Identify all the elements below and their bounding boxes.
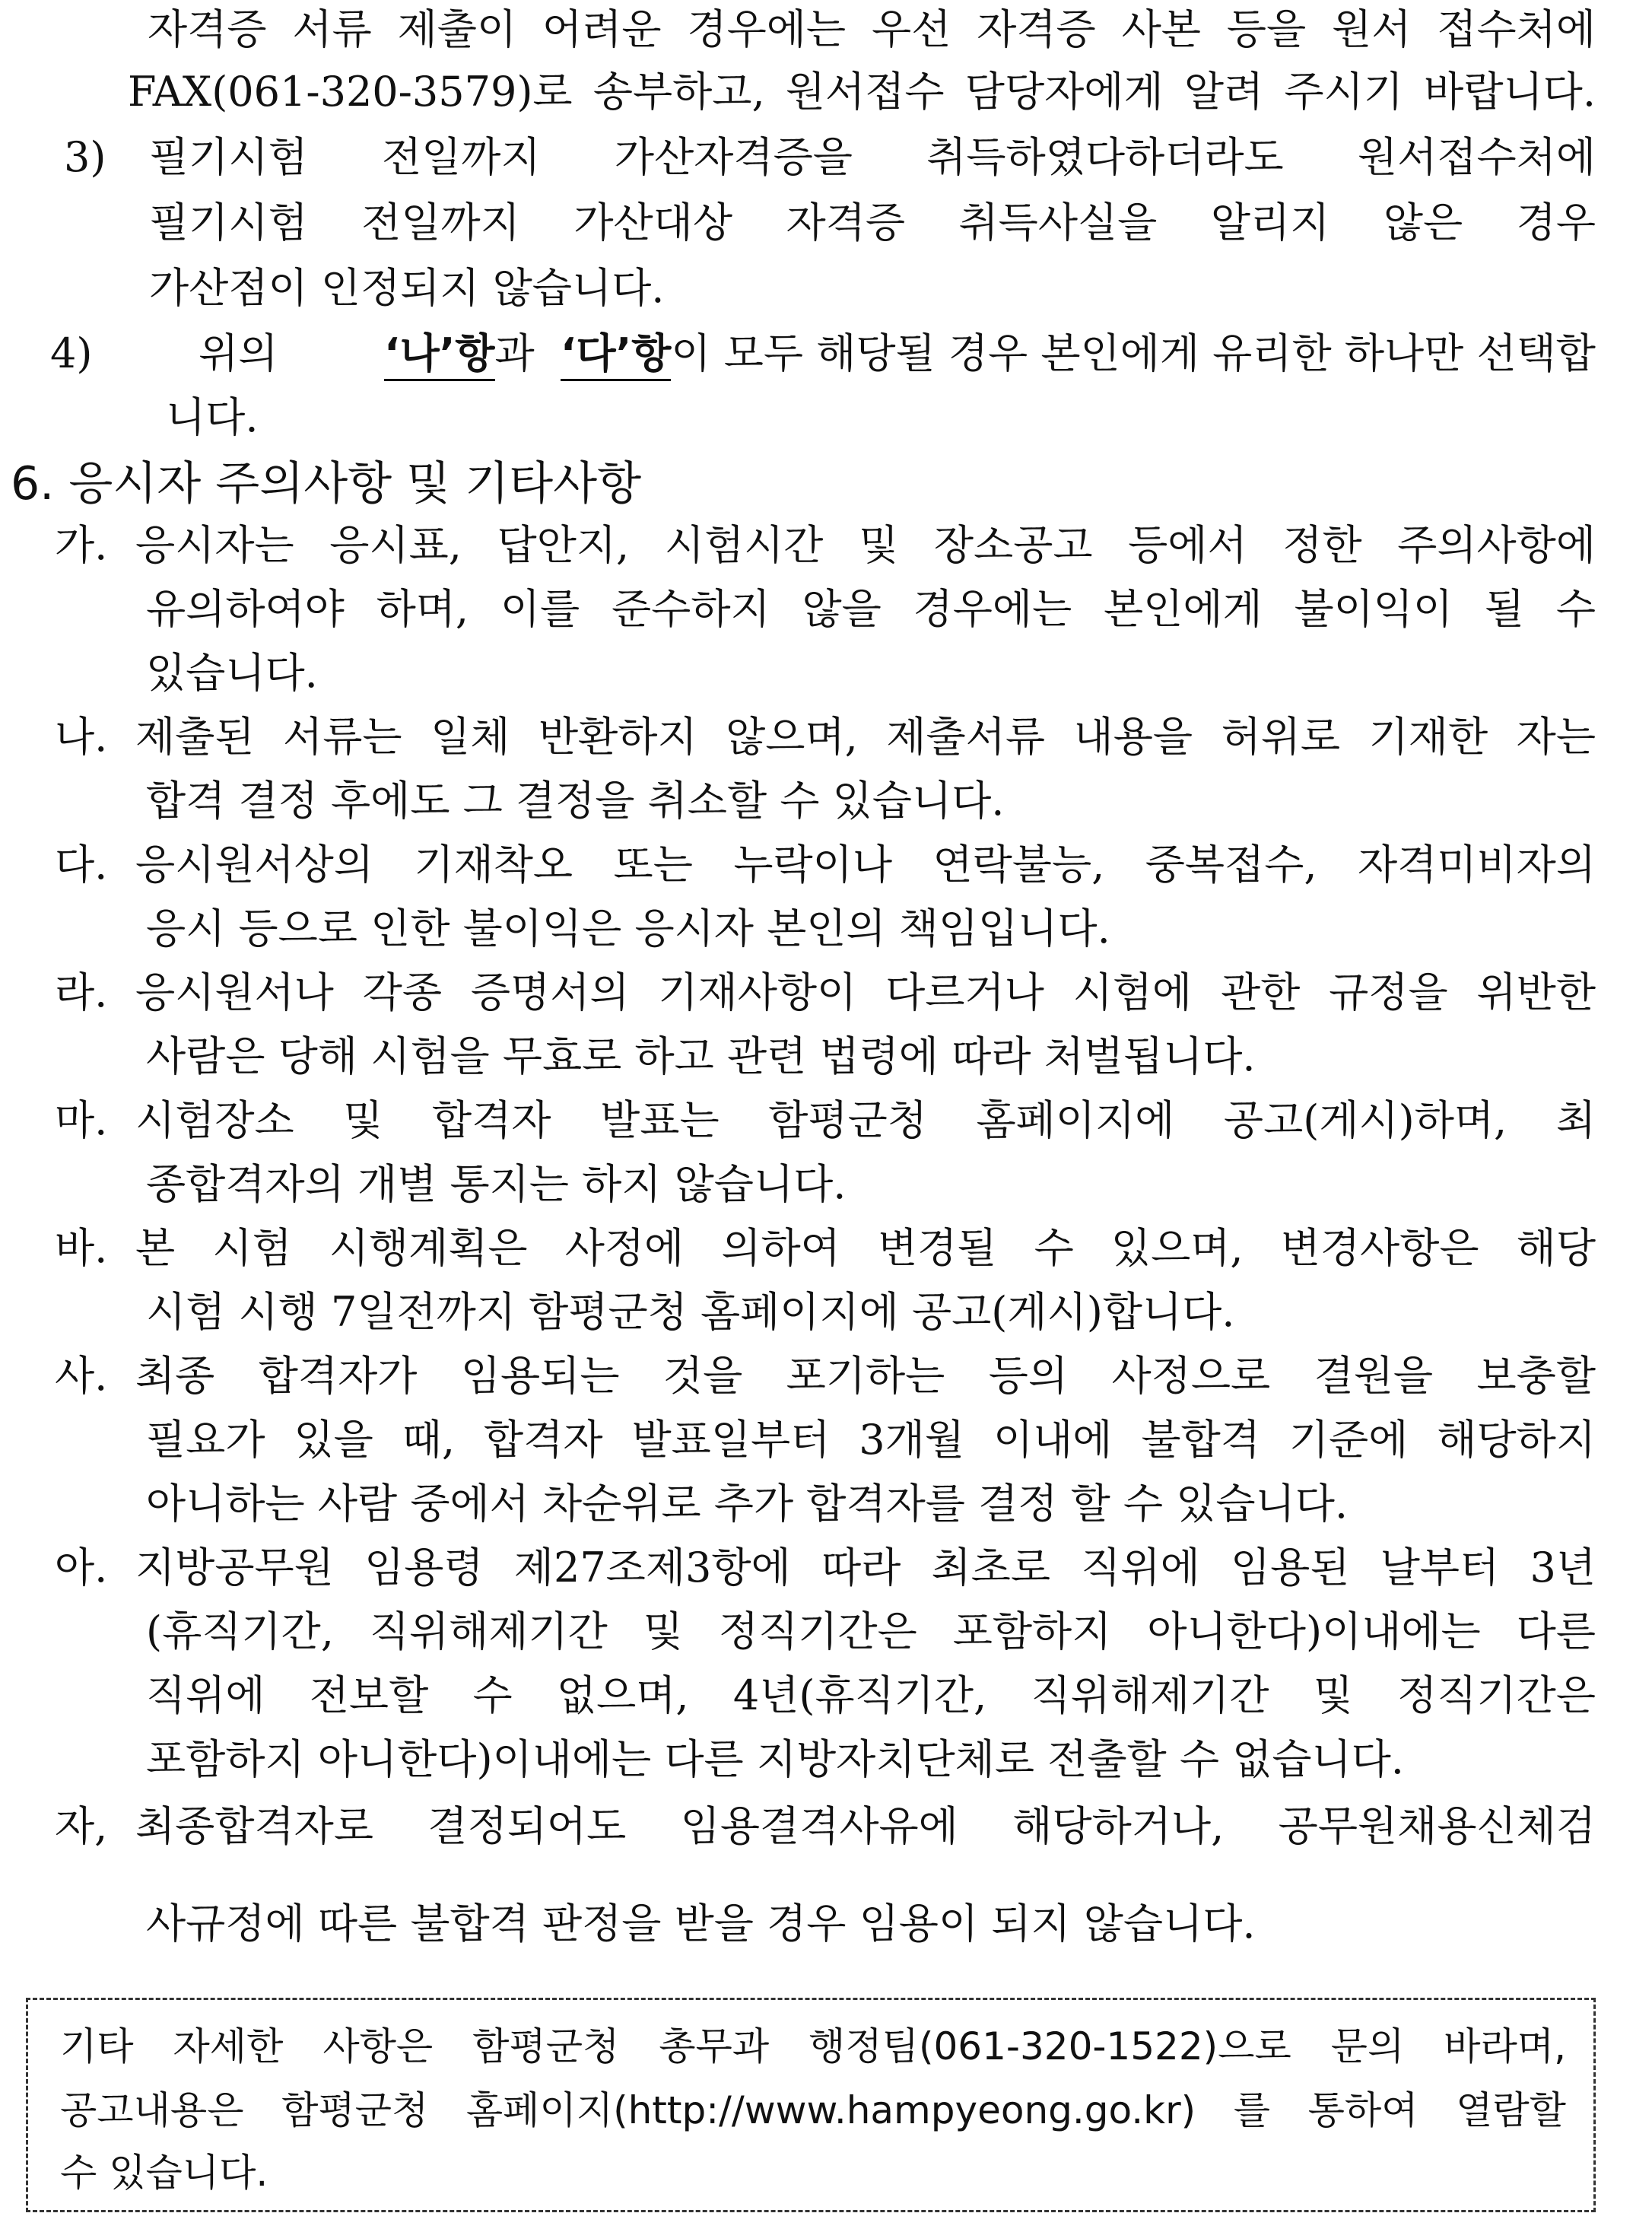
item-line: 아니하는 사람 중에서 차순위로 추가 합격자를 결정 할 수 있습니다. — [146, 1480, 1349, 1528]
item-3-line-2: 필기시험 전일까지 가산대상 자격증 취득사실을 알리지 않은 경우 — [149, 199, 1596, 246]
item-line: (휴직기간, 직위해제기간 및 정직기간은 포함하지 아니한다)이내에는 다른 — [146, 1607, 1596, 1655]
notice-box — [26, 1998, 1596, 2212]
item-line: 시험 시행 7일전까지 함평군청 홈페이지에 공고(게시)합니다. — [146, 1288, 1235, 1336]
item-4-ref-da: ‘다’항 — [561, 329, 671, 381]
item-4-ref-na: ‘나’항 — [384, 329, 494, 381]
item-4-post: 이 모두 해당될 경우 본인에게 유리한 하나만 선택합 — [671, 329, 1596, 377]
item-label: 라. — [55, 968, 108, 1016]
item-line: 사규정에 따른 불합격 판정을 받을 경우 임용이 되지 않습니다. — [146, 1900, 1256, 1948]
item-4-pre: 위의 — [199, 329, 278, 377]
item-line: 합격 결정 후에도 그 결정을 취소할 수 있습니다. — [146, 777, 1005, 825]
item-line: 응시원서상의 기재착오 또는 누락이나 연락불능, 중복접수, 자격미비자의 — [135, 841, 1596, 889]
intro-line-2: FAX(061-320-3579)로 송부하고, 원서접수 담당자에게 알려 주시기 바랍니다. — [128, 68, 1596, 116]
item-line: 유의하여야 하며, 이를 준수하지 않을 경우에는 본인에게 불이익이 될 수 — [146, 585, 1596, 633]
item-line: 최종합격자로 결정되어도 임용결격사유에 해당하거나, 공무원채용신체검 — [135, 1802, 1596, 1850]
item-3-number: 3) — [64, 133, 106, 181]
item-label: 자, — [55, 1802, 108, 1850]
item-3-line-3: 가산점이 인정되지 않습니다. — [149, 264, 665, 312]
item-label: 바. — [55, 1224, 108, 1272]
item-line: 응시 등으로 인한 불이익은 응시자 본인의 책임입니다. — [146, 905, 1110, 952]
item-line: 응시원서나 각종 증명서의 기재사항이 다르거나 시험에 관한 규정을 위반한 — [135, 968, 1596, 1016]
item-4-line-1 — [50, 329, 1596, 377]
item-line: 있습니다. — [146, 649, 318, 697]
intro-line-1: 자격증 서류 제출이 어려운 경우에는 우선 자격증 사본 등을 원서 접수처에 — [148, 5, 1596, 53]
item-line: 필요가 있을 때, 합격자 발표일부터 3개월 이내에 불합격 기준에 해당하지 — [146, 1416, 1596, 1464]
item-line: 최종 합격자가 임용되는 것을 포기하는 등의 사정으로 결원을 보충할 — [135, 1352, 1596, 1400]
section-6-title: 6. 응시자 주의사항 및 기타사항 — [11, 457, 642, 510]
item-label: 사. — [55, 1352, 108, 1400]
item-label: 나. — [55, 713, 108, 761]
item-line: 시험장소 및 합격자 발표는 함평군청 홈페이지에 공고(게시)하며, 최 — [135, 1096, 1596, 1144]
item-4-number: 4) — [50, 329, 93, 377]
item-4-line-2: 니다. — [166, 393, 259, 441]
item-line: 제출된 서류는 일체 반환하지 않으며, 제출서류 내용을 허위로 기재한 자는 — [135, 713, 1596, 761]
item-4-refs — [384, 329, 1596, 377]
item-label: 마. — [55, 1096, 108, 1144]
item-line: 종합격자의 개별 통지는 하지 않습니다. — [146, 1160, 847, 1208]
item-3-line-1: 필기시험 전일까지 가산자격증을 취득하였다하더라도 원서접수처에 — [149, 133, 1596, 181]
item-line: 지방공무원 임용령 제27조제3항에 따라 최초로 직위에 임용된 날부터 3년 — [135, 1544, 1596, 1591]
notice-line-1: 기타 자세한 사항은 함평군청 총무과 행정팀(061-320-1522)으로 문의 바라며, — [60, 2024, 1566, 2068]
item-4-mid: 과 — [494, 329, 535, 377]
item-line: 본 시험 시행계획은 사정에 의하여 변경될 수 있으며, 변경사항은 해당 — [135, 1224, 1596, 1272]
item-line: 응시자는 응시표, 답안지, 시험시간 및 장소공고 등에서 정한 주의사항에 — [135, 521, 1596, 569]
item-line: 직위에 전보할 수 없으며, 4년(휴직기간, 직위해제기간 및 정직기간은 — [146, 1671, 1596, 1719]
notice-line-2: 공고내용은 함평군청 홈페이지(http://www.hampyeong.go.kr) 를 통하여 열람할 — [60, 2088, 1566, 2132]
item-line: 사람은 당해 시험을 무효로 하고 관련 법령에 따라 처벌됩니다. — [146, 1032, 1256, 1080]
item-line: 포함하지 아니한다)이내에는 다른 지방자치단체로 전출할 수 없습니다. — [146, 1735, 1404, 1783]
item-label: 아. — [55, 1544, 108, 1591]
item-label: 다. — [55, 841, 108, 889]
item-label: 가. — [55, 521, 108, 569]
notice-line-3: 수 있습니다. — [60, 2151, 268, 2195]
